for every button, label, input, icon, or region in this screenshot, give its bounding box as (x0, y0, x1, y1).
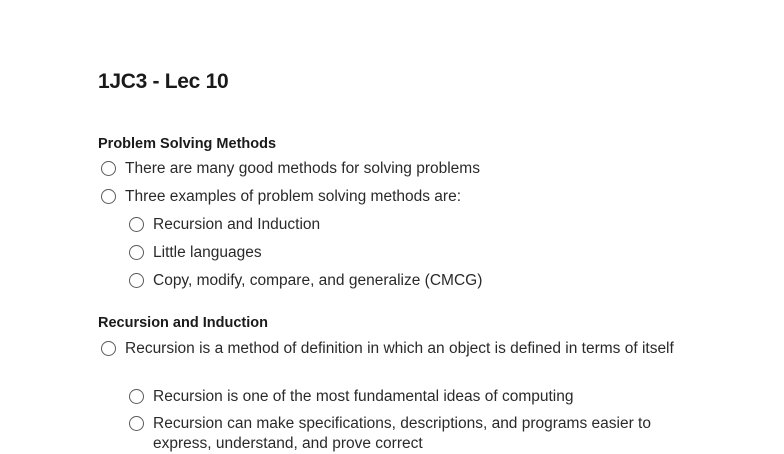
list-item-text: Recursion and Induction (153, 216, 321, 233)
list-item (101, 159, 701, 179)
checkbox-circle-icon[interactable] (129, 273, 144, 288)
checkbox-circle-icon[interactable] (129, 217, 144, 232)
list-item (101, 187, 701, 207)
list-item-text: Copy, modify, compare, and generalize (CMCG) (153, 272, 483, 289)
list-item (129, 243, 699, 263)
list-item-text: Recursion is one of the most fundamental ideas of computing (153, 388, 574, 405)
list-item (101, 339, 691, 359)
section-heading-problem-solving: Problem Solving Methods (98, 136, 277, 152)
list-item-text: Three examples of problem solving methods are: (125, 188, 461, 205)
list-item (129, 215, 699, 235)
checkbox-circle-icon[interactable] (129, 416, 144, 431)
list-item (129, 414, 699, 454)
list-item-text: There are many good methods for solving problems (125, 160, 480, 177)
list-item (129, 387, 699, 407)
section-heading-recursion-induction: Recursion and Induction (98, 315, 268, 331)
checkbox-circle-icon[interactable] (101, 161, 116, 176)
list-item-text: Recursion is a method of definition in which an object is defined in terms of itself (125, 340, 674, 357)
list-item-text: Recursion can make specifications, descriptions, and programs easier to express, understand, and prove correct (153, 415, 651, 452)
page-title: 1JC3 - Lec 10 (98, 70, 229, 93)
checkbox-circle-icon[interactable] (101, 341, 116, 356)
checkbox-circle-icon[interactable] (129, 245, 144, 260)
checkbox-circle-icon[interactable] (101, 189, 116, 204)
checkbox-circle-icon[interactable] (129, 389, 144, 404)
list-item (129, 271, 699, 291)
list-item-text: Little languages (153, 244, 262, 261)
